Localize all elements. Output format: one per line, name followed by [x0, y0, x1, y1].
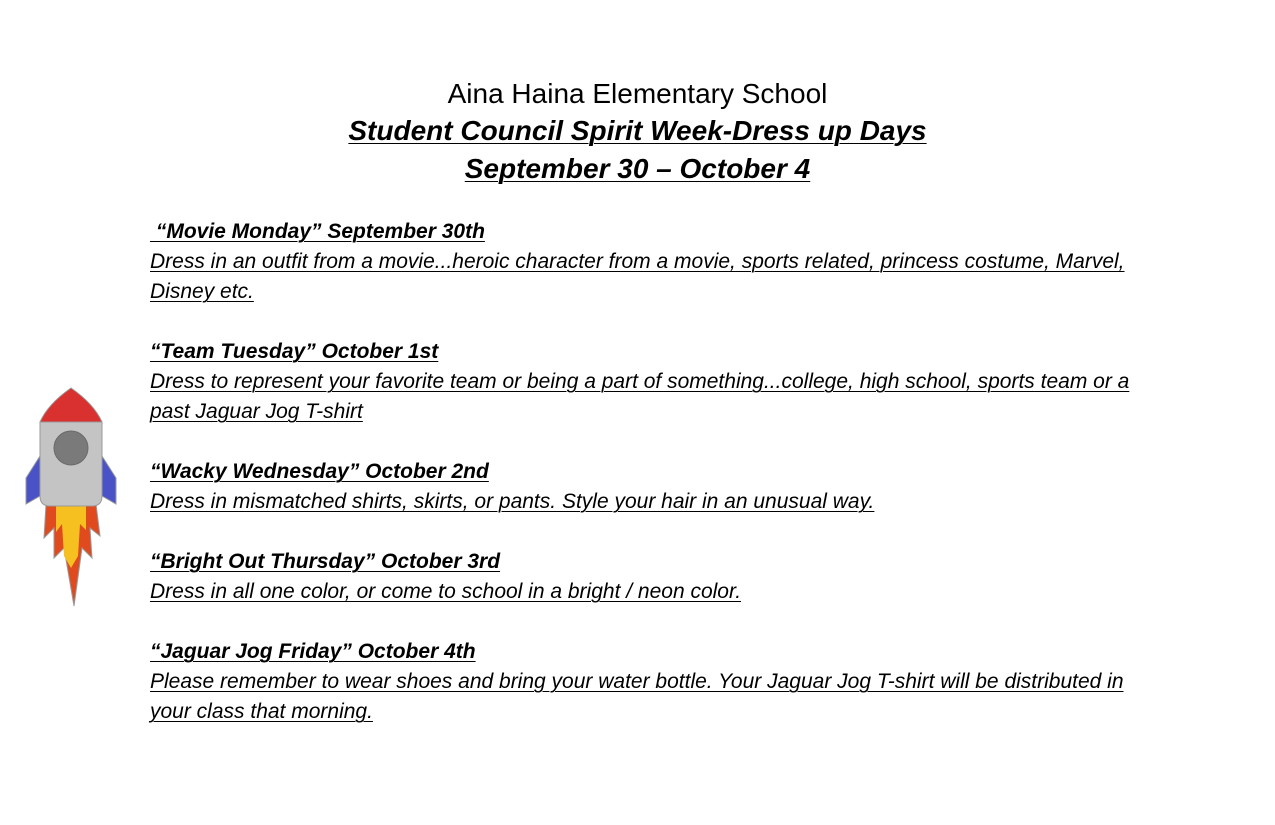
rocket-nose: [40, 388, 102, 422]
rocket-right-fin: [102, 456, 116, 504]
document-title: Student Council Spirit Week-Dress up Days: [348, 115, 927, 146]
rocket-window: [54, 431, 88, 465]
document-header: [0, 76, 1275, 188]
day-description: Please remember to wear shoes and bring your water bottle. Your Jaguar Jog T-shirt will be distributed in your class that morning.: [150, 670, 1124, 723]
day-heading: “Movie Monday” September 30th: [150, 220, 485, 243]
dress-up-days-list: [150, 217, 1150, 757]
day-entry-friday: [150, 637, 1150, 727]
day-entry-thursday: [150, 547, 1150, 607]
rocket-icon: [24, 386, 118, 608]
day-description: Dress to represent your favorite team or being a part of something...college, high school, sports team or a past Jaguar Jog T-shirt: [150, 370, 1130, 423]
day-description: Dress in mismatched shirts, skirts, or pants. Style your hair in an unusual way.: [150, 490, 875, 513]
day-entry-wednesday: [150, 457, 1150, 517]
rocket-left-fin: [26, 456, 40, 504]
day-heading: “Wacky Wednesday” October 2nd: [150, 460, 489, 483]
day-heading: “Bright Out Thursday” October 3rd: [150, 550, 501, 573]
school-name: Aina Haina Elementary School: [447, 78, 828, 109]
day-entry-tuesday: [150, 337, 1150, 427]
day-description: Dress in all one color, or come to school in a bright / neon color.: [150, 580, 742, 603]
day-heading: “Team Tuesday” October 1st: [150, 340, 439, 363]
day-heading: “Jaguar Jog Friday” October 4th: [150, 640, 476, 663]
day-entry-monday: [150, 217, 1150, 307]
day-description: Dress in an outfit from a movie...heroic character from a movie, sports related, princess costume, Marvel, Disney etc.: [150, 250, 1125, 303]
date-range: September 30 – October 4: [464, 153, 811, 184]
